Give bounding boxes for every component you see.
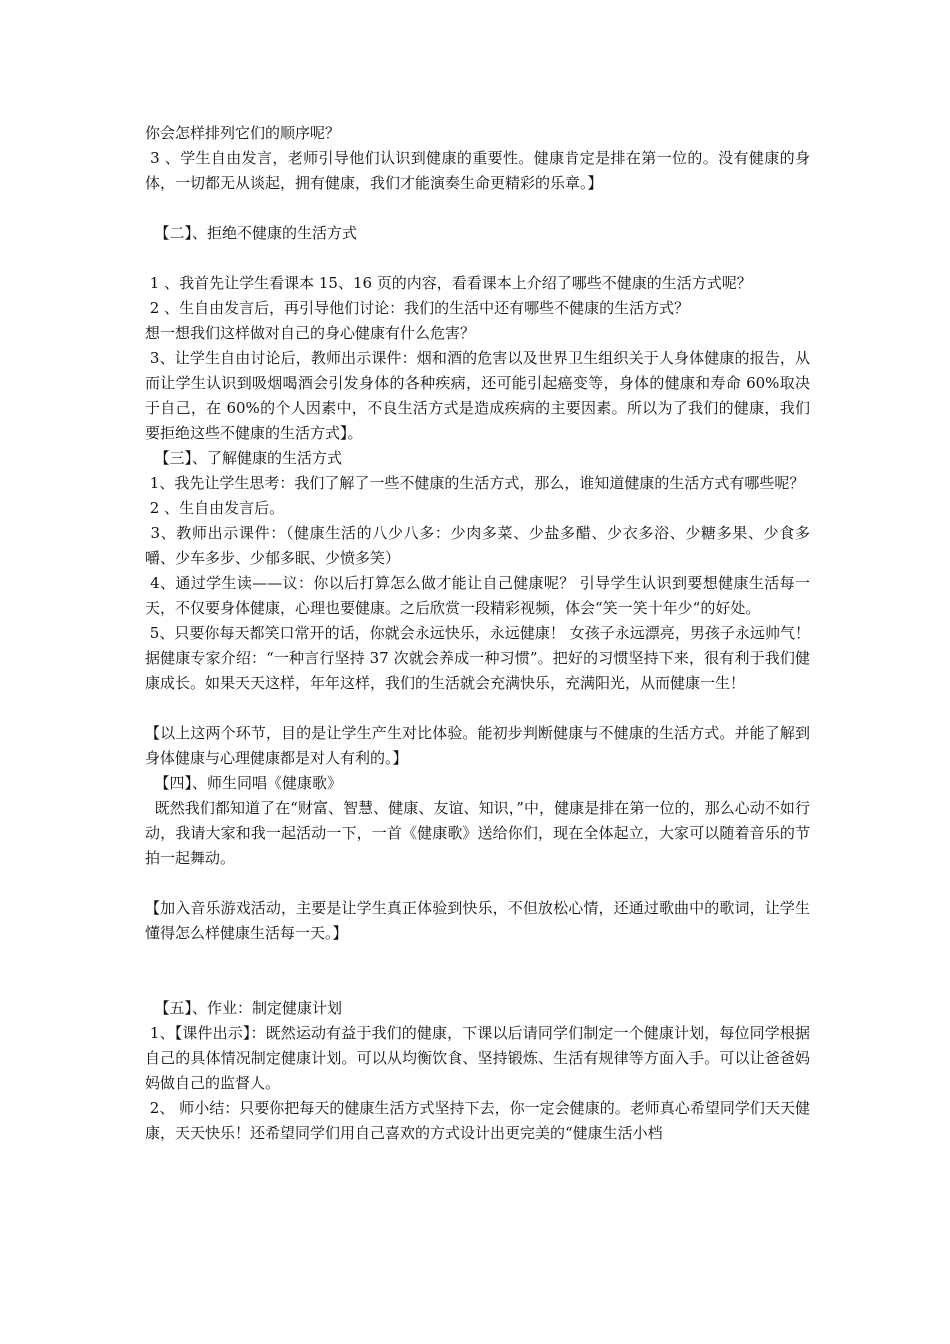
section-heading-3: 【三】、了解健康的生活方式 [145, 449, 343, 467]
paragraph: 2 、生自由发言后，再引导他们讨论：我们的生活中还有哪些不健康的生活方式？ [145, 299, 690, 317]
section-heading-5: 【五】、作业：制定健康计划 [145, 999, 343, 1017]
blank-line [145, 946, 810, 996]
blank-line [145, 196, 810, 221]
paragraph: 3 、学生自由发言，老师引导他们认识到健康的重要性。健康肯定是排在第一位的。没有健康的身体，一切都无从谈起，拥有健康，我们才能演奏生命更精彩的乐章。】 [145, 149, 810, 192]
paragraph: 【以上这两个环节，目的是让学生产生对比体验。能初步判断健康与不健康的生活方式。并能了解到身体健康与心理健康都是对人有利的。】 [145, 724, 810, 767]
paragraph: 1、我先让学生思考：我们了解了一些不健康的生活方式，那么，谁知道健康的生活方式有哪些呢？ [145, 474, 805, 492]
section-heading-4: 【四】、师生同唱《健康歌》 [145, 774, 343, 792]
paragraph: 4、通过学生读——议：你以后打算怎么做才能让自己健康呢？ 引导学生认识到要想健康生活每一天，不仅要身体健康，心理也要健康。之后欣赏一段精彩视频，体会“笑一笑十年少“的好处。 [145, 574, 810, 617]
paragraph: 1、【课件出示】：既然运动有益于我们的健康，下课以后请同学们制定一个健康计划，每位同学根据自己的具体情况制定健康计划。可以从均衡饮食、坚持锻炼、生活有规律等方面入手。可以让爸爸妈妈做自己的监督人。 [145, 1024, 810, 1092]
paragraph: 5、只要你每天都笑口常开的话，你就会永远快乐，永远健康！ 女孩子永远漂亮，男孩子永远帅气！ 据健康专家介绍：“一种言行坚持 37 次就会养成一种习惯”。把好的习惯坚持下来，很有利于我们健康成长。如果天天这样，年年这样，我们的生活就会充满快乐，充满阳光，从而健康一生！ [145, 624, 815, 692]
paragraph: 2、 师小结：只要你把每天的健康生活方式坚持下去，你一定会健康的。老师真心希望同学们天天健康，天天快乐！还希望同学们用自己喜欢的方式设计出更完美的“健康生活小档 [145, 1099, 810, 1142]
paragraph: 3、教师出示课件：（健康生活的八少八多：少肉多菜、少盐多醋、少衣多浴、少糖多果、少食多嚼、少车多步、少郁多眠、少愤多笑） [145, 524, 810, 567]
paragraph: 想一想我们这样做对自己的身心健康有什么危害？ [145, 324, 476, 342]
section-heading-2: 【二】、拒绝不健康的生活方式 [145, 224, 358, 242]
blank-line [145, 871, 810, 896]
paragraph: 1 、我首先让学生看课本 15、16 页的内容，看看课本上介绍了哪些不健康的生活方式呢？ [145, 274, 752, 292]
paragraph: 2 、生自由发言后。 [145, 499, 285, 517]
paragraph: 既然我们都知道了在“财富、智慧、健康、友谊、知识，”中，健康是排在第一位的，那么心动不如行动，我请大家和我一起活动一下，一首《健康歌》送给你们，现在全体起立，大家可以随着音乐的节拍一起舞动。 [145, 799, 810, 867]
paragraph: 你会怎样排列它们的顺序呢？ [145, 124, 341, 142]
blank-line [145, 696, 810, 721]
document-page [145, 121, 815, 1146]
blank-line [145, 246, 810, 271]
paragraph: 【加入音乐游戏活动，主要是让学生真正体验到快乐，不但放松心情，还通过歌曲中的歌词，让学生懂得怎么样健康生活每一天。】 [145, 899, 810, 942]
paragraph: 3、让学生自由讨论后，教师出示课件：烟和酒的危害以及世界卫生组织关于人身体健康的报告，从而让学生认识到吸烟喝酒会引发身体的各种疾病，还可能引起癌变等，身体的健康和寿命 60%取决于自己，在 60%的个人因素中，不良生活方式是造成疾病的主要因素。所以为了我们的健康，我们要拒绝这些不健康的生活方式】。 [145, 349, 810, 442]
